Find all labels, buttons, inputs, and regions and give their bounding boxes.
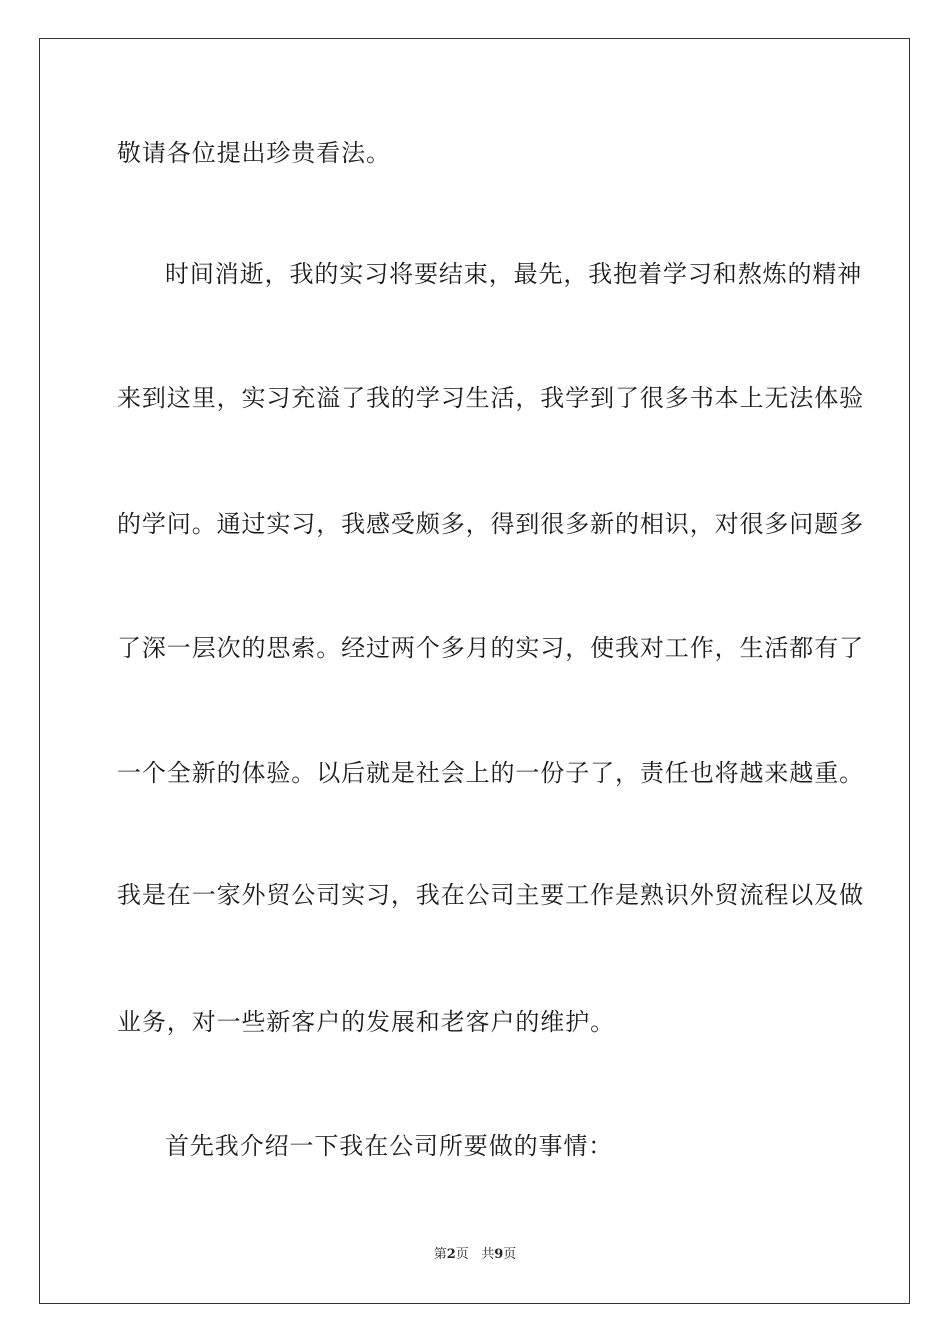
text-line-3: 来到这里，实习充溢了我的学习生活，我学到了很多书本上无法体验 <box>117 384 864 412</box>
footer-total-prefix: 共 <box>481 1247 495 1262</box>
current-page-number: 2 <box>446 1247 456 1262</box>
text-line-4: 的学问。通过实习，我感受颇多，得到很多新的相识，对很多问题多 <box>117 510 864 538</box>
text-line-1: 敬请各位提出珍贵看法。 <box>117 139 391 167</box>
text-line-8: 业务，对一些新客户的发展和老客户的维护。 <box>117 1008 615 1036</box>
total-pages-number: 9 <box>494 1247 504 1262</box>
text-line-6: 一个全新的体验。以后就是社会上的一份子了，责任也将越来越重。 <box>117 759 864 787</box>
page-footer <box>0 1246 950 1264</box>
page-border <box>39 38 910 1304</box>
footer-total-suffix: 页 <box>503 1247 517 1262</box>
text-line-7: 我是在一家外贸公司实习，我在公司主要工作是熟识外贸流程以及做 <box>117 881 864 909</box>
footer-page-word: 页 <box>455 1247 469 1262</box>
paragraph-start-line: 时间消逝，我的实习将要结束，最先，我抱着学习和熬炼的精神 <box>165 260 863 288</box>
footer-prefix: 第 <box>433 1247 447 1262</box>
paragraph-start-line-2: 首先我介绍一下我在公司所要做的事情： <box>165 1132 614 1160</box>
text-line-5: 了深一层次的思索。经过两个多月的实习，使我对工作，生活都有了 <box>117 634 864 662</box>
